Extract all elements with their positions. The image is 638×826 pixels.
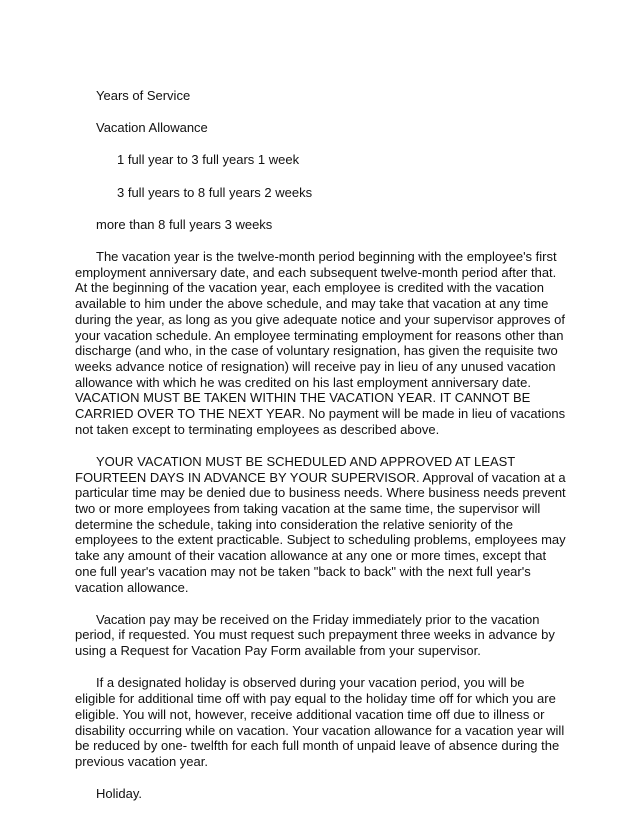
closing-heading-holiday: Holiday. [96,786,143,802]
allowance-tier-2: 3 full years to 8 full years 2 weeks [117,184,313,200]
heading-years-of-service: Years of Service [96,88,191,103]
heading-vacation-allowance: Vacation Allowance [96,120,208,136]
paragraph-vacation-year: The vacation year is the twelve-month period beginning with the employee's first employment anniversary date, and each subsequent twelve-month period after that. At the beginning of the vacation year, each employee is credited with the vacation available to him under the above schedule, and may take that vacation at any time during the year, as long as you give adequate notice and your supervisor approves of your vacation schedule. An employee terminating employment for reasons other than discharge (and who, in the case of voluntary resignation, has given the requisite two weeks advance notice of resignation) will receive pay in lieu of any unused vacation allowance with which he was credited on his last employment anniversary date. VACATION MUST BE TAKEN WITHIN THE VACATION YEAR. IT CANNOT BE CARRIED OVER TO THE NEXT YEAR. No payment will be made in lieu of vacations not taken except to terminating employees as described above. [75,249,566,437]
allowance-tier-1: 1 full year to 3 full years 1 week [117,152,300,168]
paragraph-vacation-pay: Vacation pay may be received on the Friday immediately prior to the vacation period, if requested. You must request such prepayment three weeks in advance by using a Request for Vacation Pay Form available from your supervisor. [75,611,555,659]
allowance-tier-3: more than 8 full years 3 weeks [96,216,273,232]
paragraph-scheduling: YOUR VACATION MUST BE SCHEDULED AND APPROVED AT LEAST FOURTEEN DAYS IN ADVANCE BY YOUR SUPERVISOR. Approval of vacation at a particular time may be denied due to business needs. Where business needs prevent two or more employees from taking vacation at the same time, the supervisor will determine the schedule, taking into consideration the relative seniority of the employees to the extent practicable. Subject to scheduling problems, employees may take any amount of their vacation allowance at any one or more times, except that one full year's vacation may not be taken "back to back" with the next full year's vacation allowance. [75,453,566,595]
paragraph-holiday-during-vacation: If a designated holiday is observed during your vacation period, you will be eligible for additional time off with pay equal to the holiday time off for which you are eligible. You will not, however, receive additional vacation time off due to illness or disability occurring while on vacation. Your vacation allowance for a vacation year will be reduced by one- twelfth for each full month of unpaid leave of absence during the previous vacation year. [75,675,565,769]
